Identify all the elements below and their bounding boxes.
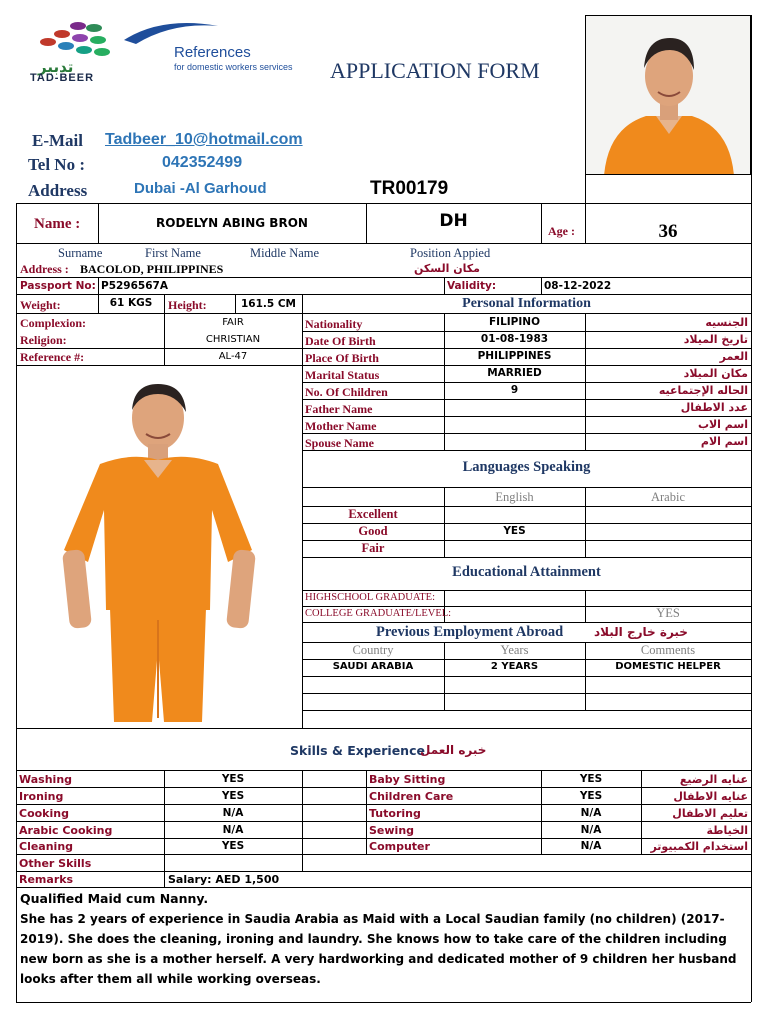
marital-status-label: Marital Status	[305, 368, 380, 382]
education-title: Educational Attainment	[452, 564, 601, 580]
passport-value: P5296567A	[101, 280, 168, 292]
validity-value: 08-12-2022	[544, 280, 612, 292]
religion-value: CHRISTIAN	[205, 334, 261, 345]
marital-status-value: MARRIED	[487, 367, 542, 379]
languages-title: Languages Speaking	[462, 459, 591, 475]
email-label: E-Mail	[32, 131, 83, 150]
father-name-label: Father Name	[305, 402, 373, 416]
tel-label: Tel No :	[28, 155, 85, 174]
validity-label: Validity:	[447, 280, 497, 292]
skill-baby-sitting-value: YES	[579, 773, 603, 785]
lang-col-arabic: Arabic	[650, 490, 685, 504]
highschool-label: HIGHSCHOOL GRADUATE:	[305, 592, 435, 603]
skill-children-care-label: Children Care	[369, 790, 454, 803]
lang-excellent-label: Excellent	[348, 507, 398, 521]
father-name-arabic: عدد الاطفال	[680, 401, 748, 414]
weight-label: Weight:	[20, 298, 61, 312]
spouse-name-label: Spouse Name	[305, 436, 375, 450]
dob-arabic: تاريخ الميلاد	[683, 333, 748, 346]
address-arabic: مكان السكن	[414, 262, 480, 275]
skills-title: Skills & Experience	[290, 743, 425, 758]
height-value: 161.5 CM	[240, 298, 297, 310]
reference-label: Reference #:	[20, 350, 85, 364]
summary-headline: Qualified Maid cum Nanny.	[20, 891, 209, 906]
skill-children-care-value: YES	[579, 790, 603, 802]
lang-good-label: Good	[358, 524, 388, 538]
lang-good-english: YES	[503, 525, 526, 537]
college-label: COLLEGE GRADUATE/LEVEL:	[305, 608, 452, 619]
skill-ironing-label: Ironing	[19, 790, 64, 803]
full-body-photo	[40, 380, 280, 722]
passport-label: Passport No:	[20, 280, 96, 292]
headshot-photo	[585, 15, 751, 175]
skill-ironing-value: YES	[221, 790, 245, 802]
name-value: RODELYN ABING BRON	[156, 216, 308, 230]
references-logo	[120, 18, 310, 78]
skill-cooking-value: N/A	[222, 807, 244, 819]
nationality-label: Nationality	[305, 317, 363, 331]
skill-tutoring-arabic: تعليم الاطفال	[672, 807, 748, 820]
emp-col-country: Country	[352, 643, 394, 657]
skills-title-arabic: خبره العمل	[420, 743, 487, 757]
emp-row-years: 2 YEARS	[490, 661, 539, 672]
position-code: DH	[439, 211, 468, 231]
address-label: Address	[28, 181, 88, 200]
children-arabic: الحاله الإجتماعيه	[658, 384, 748, 397]
age-label: Age :	[548, 224, 575, 238]
emp-row-country: SAUDI ARABIA	[332, 661, 414, 672]
middle-name-label: Middle Name	[250, 246, 320, 260]
summary-body: She has 2 years of experience in Saudia Arabia as Maid with a Local Saudian family (no children) (2017-2019). She does the cleaning, ironing and laundry. She knows how to take care of the children including new born as she is a mother herself. A very hardworking and dedicated mother of 9 children her husband looks after them all while working overseas.	[20, 912, 737, 986]
skill-cleaning-label: Cleaning	[19, 840, 74, 853]
place-of-birth-arabic: العمر	[719, 350, 748, 363]
address-value: Dubai -Al Garhoud	[134, 180, 267, 197]
employment-title-arabic: خبرة خارج البلاد	[594, 625, 688, 639]
marital-status-arabic: مكان الميلاد	[683, 367, 748, 380]
skill-computer-value: N/A	[580, 840, 602, 852]
emp-col-years: Years	[500, 643, 529, 657]
skill-sewing-label: Sewing	[369, 824, 415, 837]
tadbeer-logo	[28, 14, 128, 84]
skill-cooking-label: Cooking	[19, 807, 69, 820]
first-name-label: First Name	[145, 246, 201, 260]
reference-code: TR00179	[370, 178, 449, 199]
complexion-label: Complexion:	[20, 316, 86, 330]
place-of-birth-label: Place Of Birth	[305, 351, 379, 365]
reference-value: AL-47	[218, 351, 248, 362]
employment-title: Previous Employment Abroad	[376, 624, 564, 640]
religion-label: Religion:	[20, 333, 67, 347]
other-skills-label: Other Skills	[19, 857, 92, 870]
dob-value: 01-08-1983	[480, 333, 549, 345]
skill-baby-sitting-label: Baby Sitting	[369, 773, 446, 786]
address-row-label: Address :	[20, 262, 69, 276]
logo-text: TAD-BEER	[30, 72, 95, 84]
skill-children-care-arabic: عنايه الاطفال	[673, 790, 748, 803]
personal-info-title: Personal Information	[462, 296, 591, 311]
nationality-value: FILIPINO	[489, 316, 540, 328]
lang-col-english: English	[495, 490, 534, 504]
college-value: YES	[656, 606, 680, 620]
logo-arabic: تدبير	[38, 58, 74, 76]
address-row-value: BACOLOD, PHILIPPINES	[80, 262, 224, 276]
age-value: 36	[658, 221, 678, 242]
name-label: Name :	[34, 216, 81, 232]
skill-washing-label: Washing	[19, 773, 73, 786]
skill-washing-value: YES	[221, 773, 245, 785]
email-link[interactable]: Tadbeer_10@hotmail.com	[105, 131, 303, 148]
skill-tutoring-value: N/A	[580, 807, 602, 819]
emp-col-comments: Comments	[640, 643, 696, 657]
remarks-value: Salary: AED 1,500	[168, 873, 280, 886]
lang-fair-label: Fair	[361, 541, 385, 555]
complexion-value: FAIR	[222, 317, 244, 328]
skill-arabic-cooking-value: N/A	[222, 824, 244, 836]
skill-sewing-arabic: الخياطة	[706, 824, 748, 837]
skill-sewing-value: N/A	[580, 824, 602, 836]
person-headshot-icon	[586, 16, 751, 175]
skill-cleaning-value: YES	[221, 840, 245, 852]
weight-value: 61 KGS	[109, 297, 153, 309]
nationality-arabic: الجنسيه	[705, 316, 748, 329]
tel-value: 042352499	[162, 154, 243, 171]
skill-tutoring-label: Tutoring	[369, 807, 421, 820]
remarks-label: Remarks	[19, 873, 74, 886]
children-value: 9	[510, 384, 519, 396]
position-label: Position Appied	[410, 246, 491, 260]
skill-arabic-cooking-label: Arabic Cooking	[19, 824, 113, 837]
form-title: APPLICATION FORM	[330, 58, 540, 83]
skill-computer-label: Computer	[369, 840, 430, 853]
emp-row-comments: DOMESTIC HELPER	[615, 661, 721, 672]
references-subtitle: for domestic workers services	[174, 62, 293, 72]
references-title: References	[174, 44, 251, 61]
skill-baby-sitting-arabic: عنايه الرضيع	[679, 773, 748, 786]
mother-name-arabic: اسم الاب	[697, 418, 748, 431]
mother-name-label: Mother Name	[305, 419, 377, 433]
dob-label: Date Of Birth	[305, 334, 376, 348]
person-full-body-icon	[40, 380, 280, 722]
skill-computer-arabic: استخدام الكمبيوتر	[650, 840, 748, 853]
height-label: Height:	[168, 298, 207, 312]
surname-label: Surname	[58, 246, 103, 260]
children-label: No. Of Children	[305, 385, 388, 399]
spouse-name-arabic: اسم الام	[700, 435, 748, 448]
place-of-birth-value: PHILIPPINES	[477, 350, 552, 362]
